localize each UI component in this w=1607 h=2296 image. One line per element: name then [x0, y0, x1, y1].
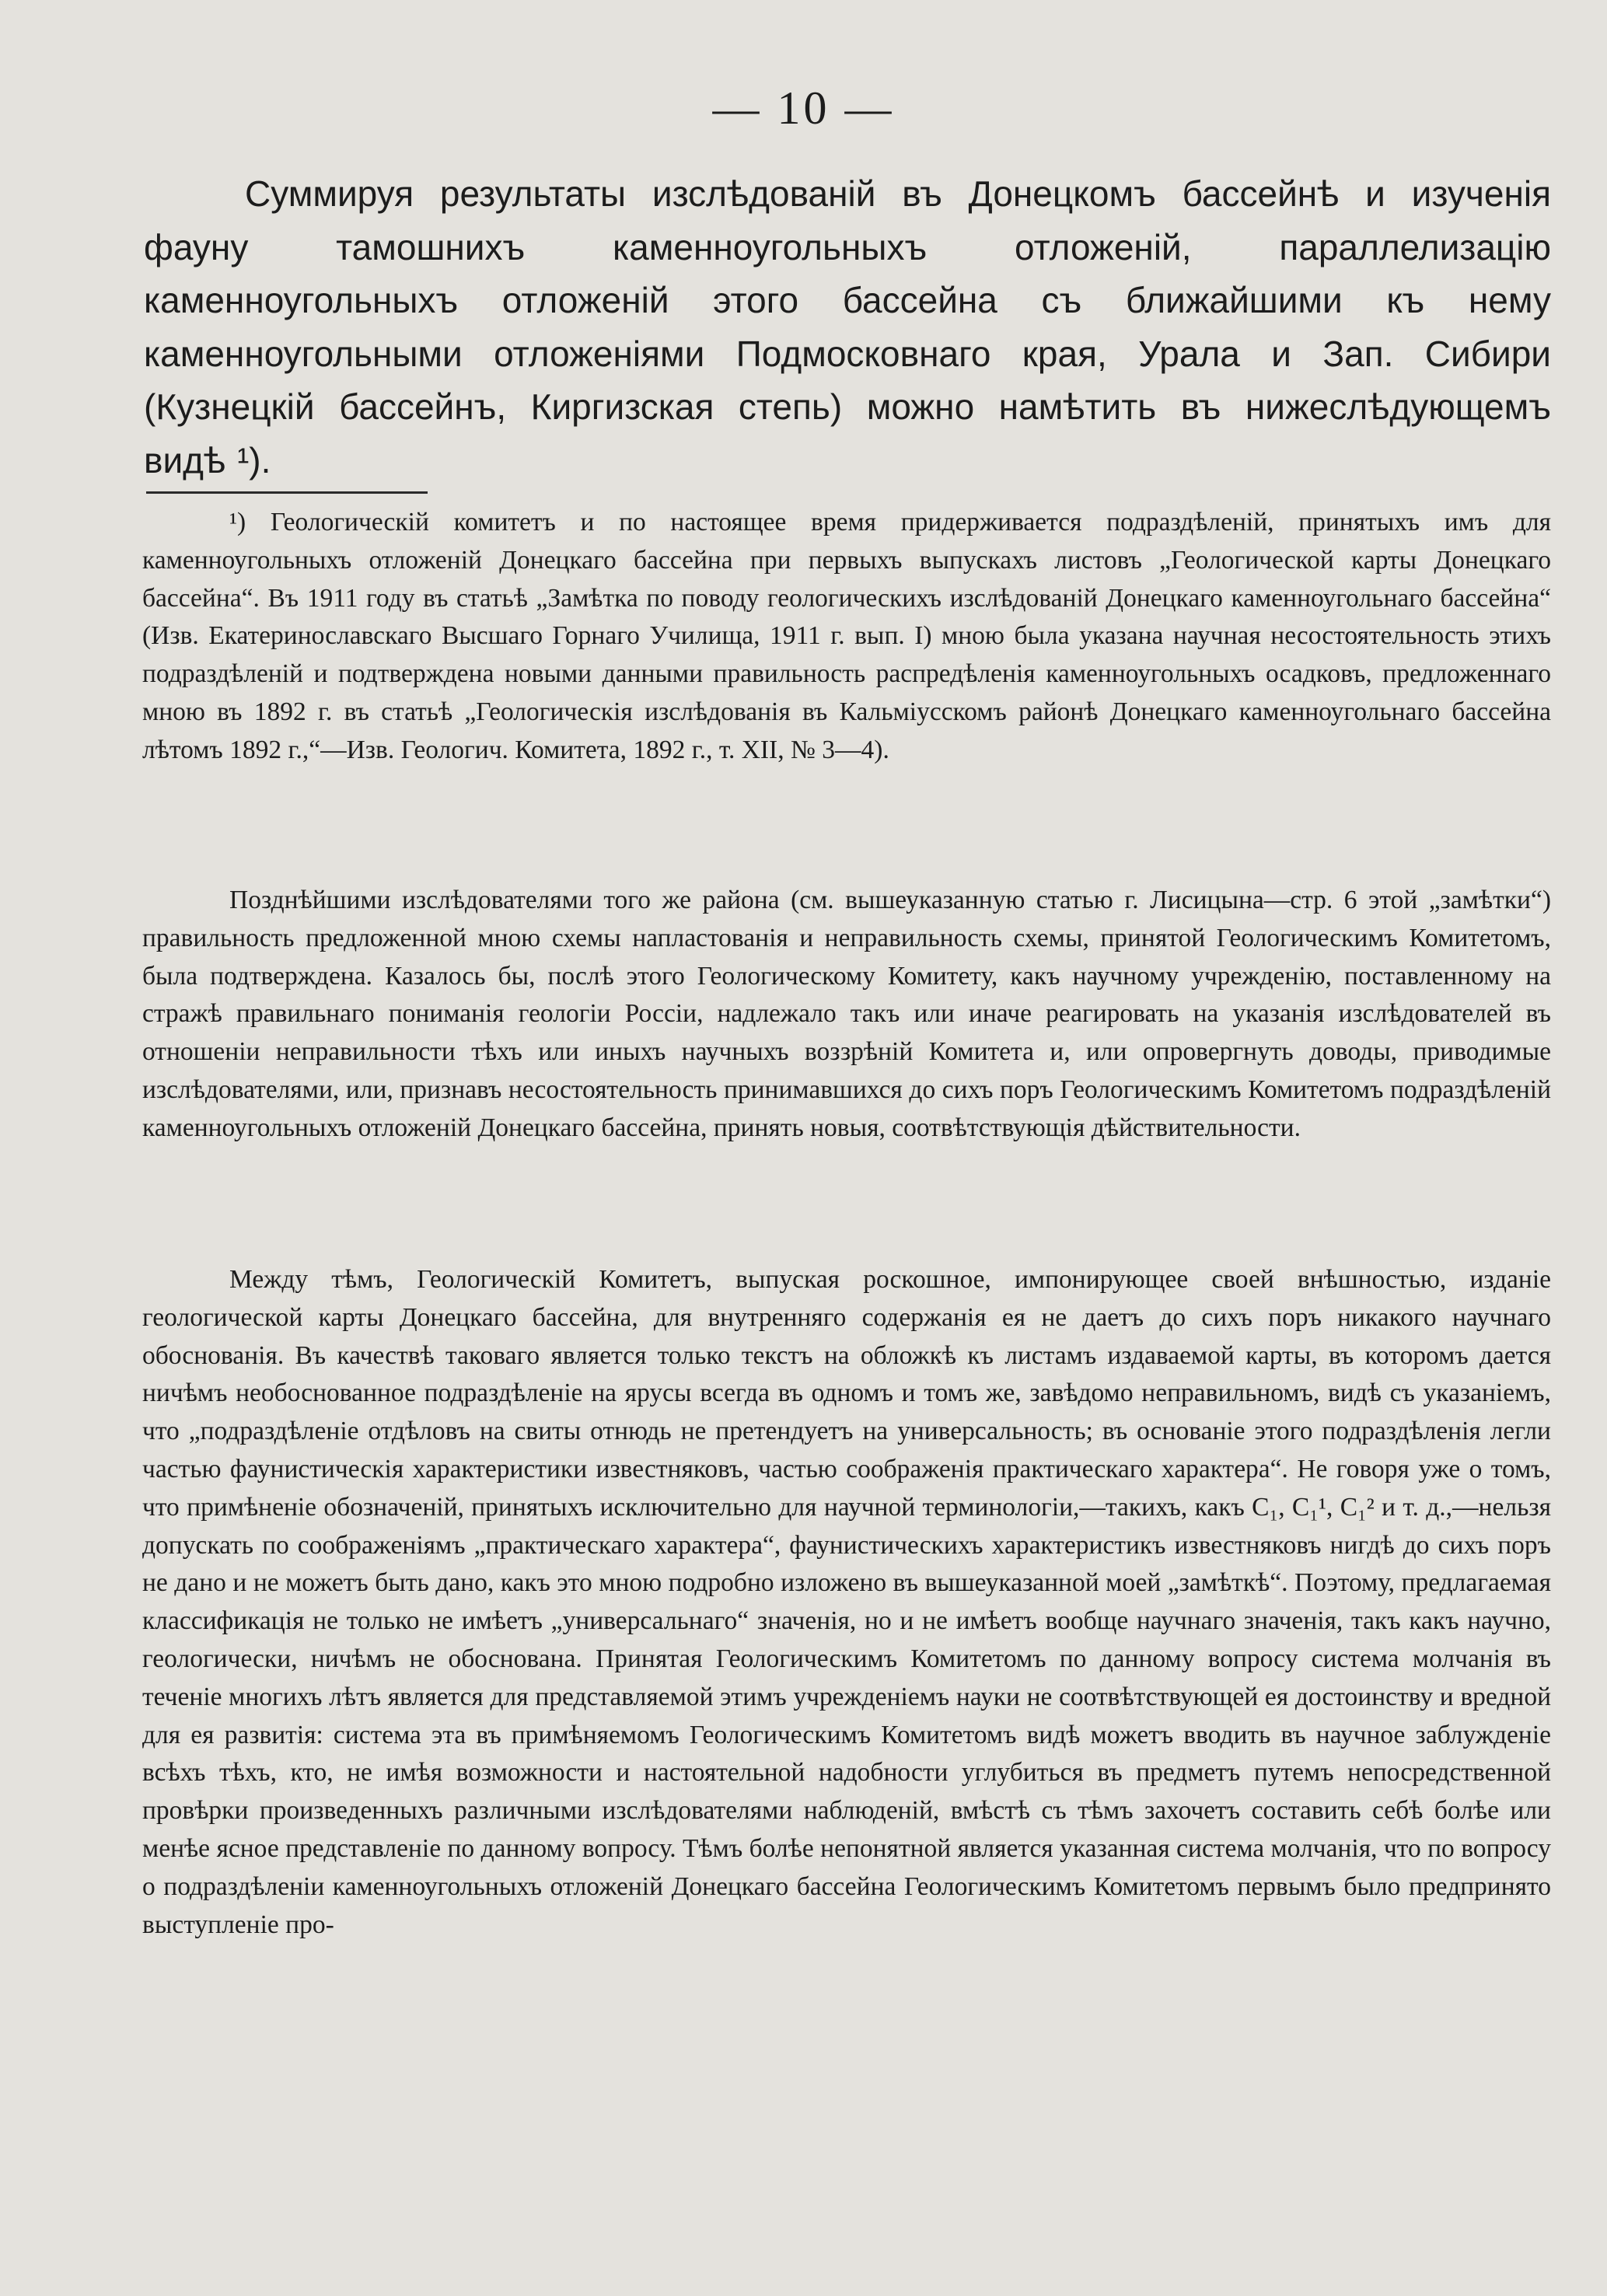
- footnote-separator-rule: [146, 491, 428, 494]
- page-number: — 10 —: [712, 82, 895, 134]
- main-paragraph: [144, 167, 1551, 487]
- footnote-paragraph-2: Позднѣйшими изслѣдователями того же района (см. вышеуказанную статью г. Лисицына—стр. 6 этой „замѣтки“) правильность предложенной мною схемы напластованія и неправильность схемы, принятой Геологическимъ Комитетомъ, была подтверждена. Казалось бы, послѣ этого Геологическому Комитету, какъ научному учрежденію, поставленному на стражѣ правильнаго пониманія геологіи Россіи, надлежало такъ или иначе реагировать на указанія изслѣдователей въ отношеніи неправильности тѣхъ или иныхъ научныхъ воззрѣній Комитета и, или опровергнуть доводы, приводимые изслѣдователями, или, признавъ несостоятельность принимавшихся до сихъ поръ Геологическимъ Комитетомъ подраздѣленій каменноугольныхъ отложеній Донецкаго бассейна, принять новыя, соотвѣтствующія дѣйствительности.: [142, 886, 1551, 1142]
- footnote-paragraph-3: Между тѣмъ, Геологическій Комитетъ, выпуская роскошное, импонирующее своей внѣшностью, изданіе геологической карты Донецкаго бассейна, для внутренняго содержанія ея не даетъ до сихъ поръ никакого научнаго обоснованія. Въ качествѣ таковаго является только текстъ на обложкѣ къ листамъ издаваемой карты, въ которомъ дается ничѣмъ необоснованное подраздѣленіе на ярусы всегда въ одномъ и томъ же, завѣдомо неправильномъ, видѣ съ указаніемъ, что „подраздѣленіе отдѣловъ на свиты отнюдь не претендуетъ на универсальность; въ основаніе этого подраздѣленія легли частью фаунистическія характеристики известняковъ, частью соображенія практическаго характера“. Не говоря уже о томъ, что примѣненіе обозначеній, принятыхъ исключительно для научной терминологіи,—такихъ, какъ C₁, C₁¹, C₁² и т. д.,—нельзя допускать по соображеніямъ „практическаго характера“, фаунистическихъ характеристикъ известняковъ нигдѣ до сихъ поръ не дано и не можетъ быть дано, какъ это мною подробно изложено въ вышеуказанной моей „замѣткѣ“. Поэтому, предлагаемая классификація не только не имѣетъ „универсальнаго“ значенія, но и не имѣетъ вообще научнаго значенія, такъ какъ научно, геологически, ничѣмъ не обоснована. Принятая Геологическимъ Комитетомъ по данному вопросу система молчанія въ теченіе многихъ лѣтъ является для представляемой этимъ учрежденіемъ науки не соотвѣтствующей ея достоинству и вредной для ея развитія: система эта въ примѣняемомъ Геологическимъ Комитетомъ видѣ можетъ вводить въ научное заблужденіе всѣхъ тѣхъ, кто, не имѣя возможности и настоятельной надобности углубиться въ предметъ путемъ непосредственной провѣрки произведенныхъ различными изслѣдователями наблюденій, вмѣстѣ съ тѣмъ захочетъ составить себѣ болѣе или менѣе ясное представленіе по данному вопросу. Тѣмъ болѣе непонятной является указанная система молчанія, что по вопросу о подраздѣленіи каменноугольныхъ отложеній Донецкаго бассейна Геологическимъ Комитетомъ первымъ было предпринято выступленіе про-: [142, 1265, 1551, 1939]
- footnote-paragraph-1: ¹) Геологическій комитетъ и по настоящее время придерживается подраздѣленій, принятыхъ имъ для каменноугольныхъ отложеній Донецкаго бассейна при первыхъ выпускахъ листовъ „Геологической карты Донецкаго бассейна“. Въ 1911 году въ статьѣ „Замѣтка по поводу геологическихъ изслѣдованій Донецкаго каменноугольнаго бассейна“ (Изв. Екатеринославскаго Высшаго Горнаго Училища, 1911 г. вып. I) мною была указана научная несостоятельность этихъ подраздѣленій и подтверждена новыми данными правильность распредѣленія каменноугольныхъ осадковъ, предложеннаго мною въ 1892 г. въ статьѣ „Геологическія изслѣдованія въ Кальміусскомъ районѣ Донецкаго каменноугольнаго бассейна лѣтомъ 1892 г.,“—Изв. Геологич. Комитета, 1892 г., т. XII, № 3—4).: [142, 508, 1551, 764]
- main-paragraph-text: Суммируя результаты изслѣдованій въ Донецкомъ бассейнѣ и изученія фауну тамошнихъ каменноугольныхъ отложеній, параллелизацію каменноугольныхъ отложеній этого бассейна съ ближайшими къ нему каменноугольными отложеніями Подмосковнаго края, Урала и Зап. Сибири (Кузнецкій бассейнъ, Киргизская степь) можно намѣтить въ нижеслѣдующемъ видѣ ¹).: [144, 173, 1551, 481]
